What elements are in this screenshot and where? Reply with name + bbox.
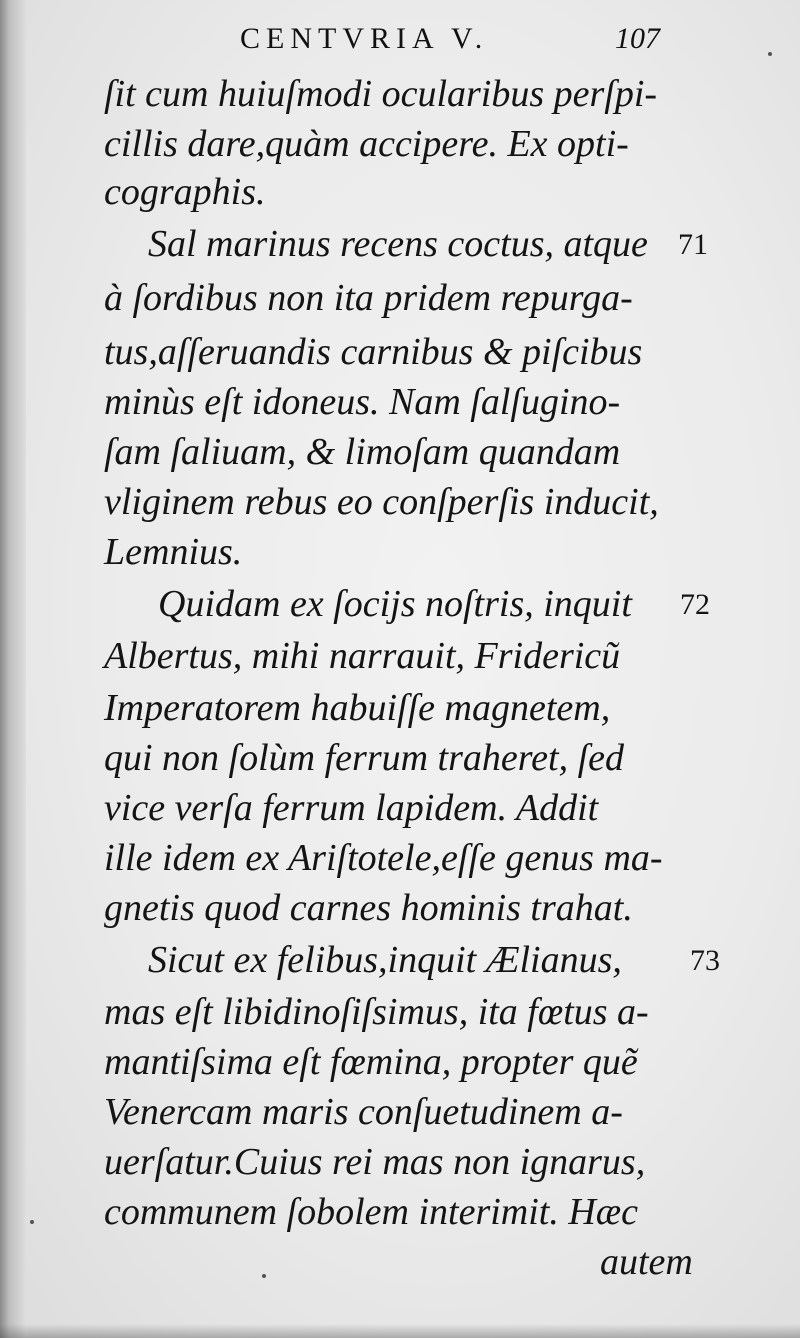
page-number: 107 [615,22,660,55]
text-line: tus,aſſeruandis carnibus & piſcibus [104,331,643,373]
page-bottom-edge [0,1324,800,1338]
text-line: Sal marinus recens coctus, atque [148,223,648,265]
text-line: ſam ſaliuam, & limoſam quandam [104,431,621,473]
text-line: gnetis quod carnes hominis trahat. [104,887,633,929]
text-line: uerſatur.Cuius rei mas non ignarus, [104,1141,646,1183]
text-line: cographis. [104,171,266,213]
text-line: à ſordibus non ita pridem repurga- [104,277,633,319]
marginal-number: 71 [678,228,708,261]
text-line: Imperatorem habuiſſe magnetem, [104,687,611,729]
marginal-number: 72 [680,588,710,621]
text-line: Quidam ex ſocijs noſtris, inquit [158,583,632,625]
running-head: CENTVRIA V. [240,22,489,55]
text-line: ſit cum huiuſmodi ocularibus perſpi- [104,73,658,115]
text-line: mantiſsima eſt fœmina, propter quẽ [104,1041,638,1083]
page-gutter [0,0,26,1338]
paper-speck [30,1220,34,1224]
text-line: cillis dare,quàm accipere. Ex opti- [104,123,629,165]
text-line: Lemnius. [104,531,243,573]
page-header [240,22,660,62]
text-line: ille idem ex Ariſtotele,eſſe genus ma- [104,837,663,879]
text-line: minùs eſt idoneus. Nam ſalſugino- [104,381,621,423]
text-line: Sicut ex felibus,inquit Ælianus, [148,939,622,981]
paper-speck [768,52,772,56]
text-line: vliginem rebus eo conſperſis inducit, [104,481,659,523]
paper-speck [262,1274,266,1278]
text-line: qui non ſolùm ferrum traheret, ſed [104,737,624,779]
text-line: Albertus, mihi narrauit, Fridericũ [104,635,621,677]
catchword: autem [600,1241,693,1283]
text-line: mas eſt libidinoſiſsimus, ita fœtus a- [104,991,649,1033]
text-line: vice verſa ferrum lapidem. Addit [104,787,599,829]
marginal-number: 73 [690,944,720,977]
text-line: communem ſobolem interimit. Hæc [104,1191,639,1233]
text-line: Venercam maris conſuetudinem a- [104,1091,623,1133]
